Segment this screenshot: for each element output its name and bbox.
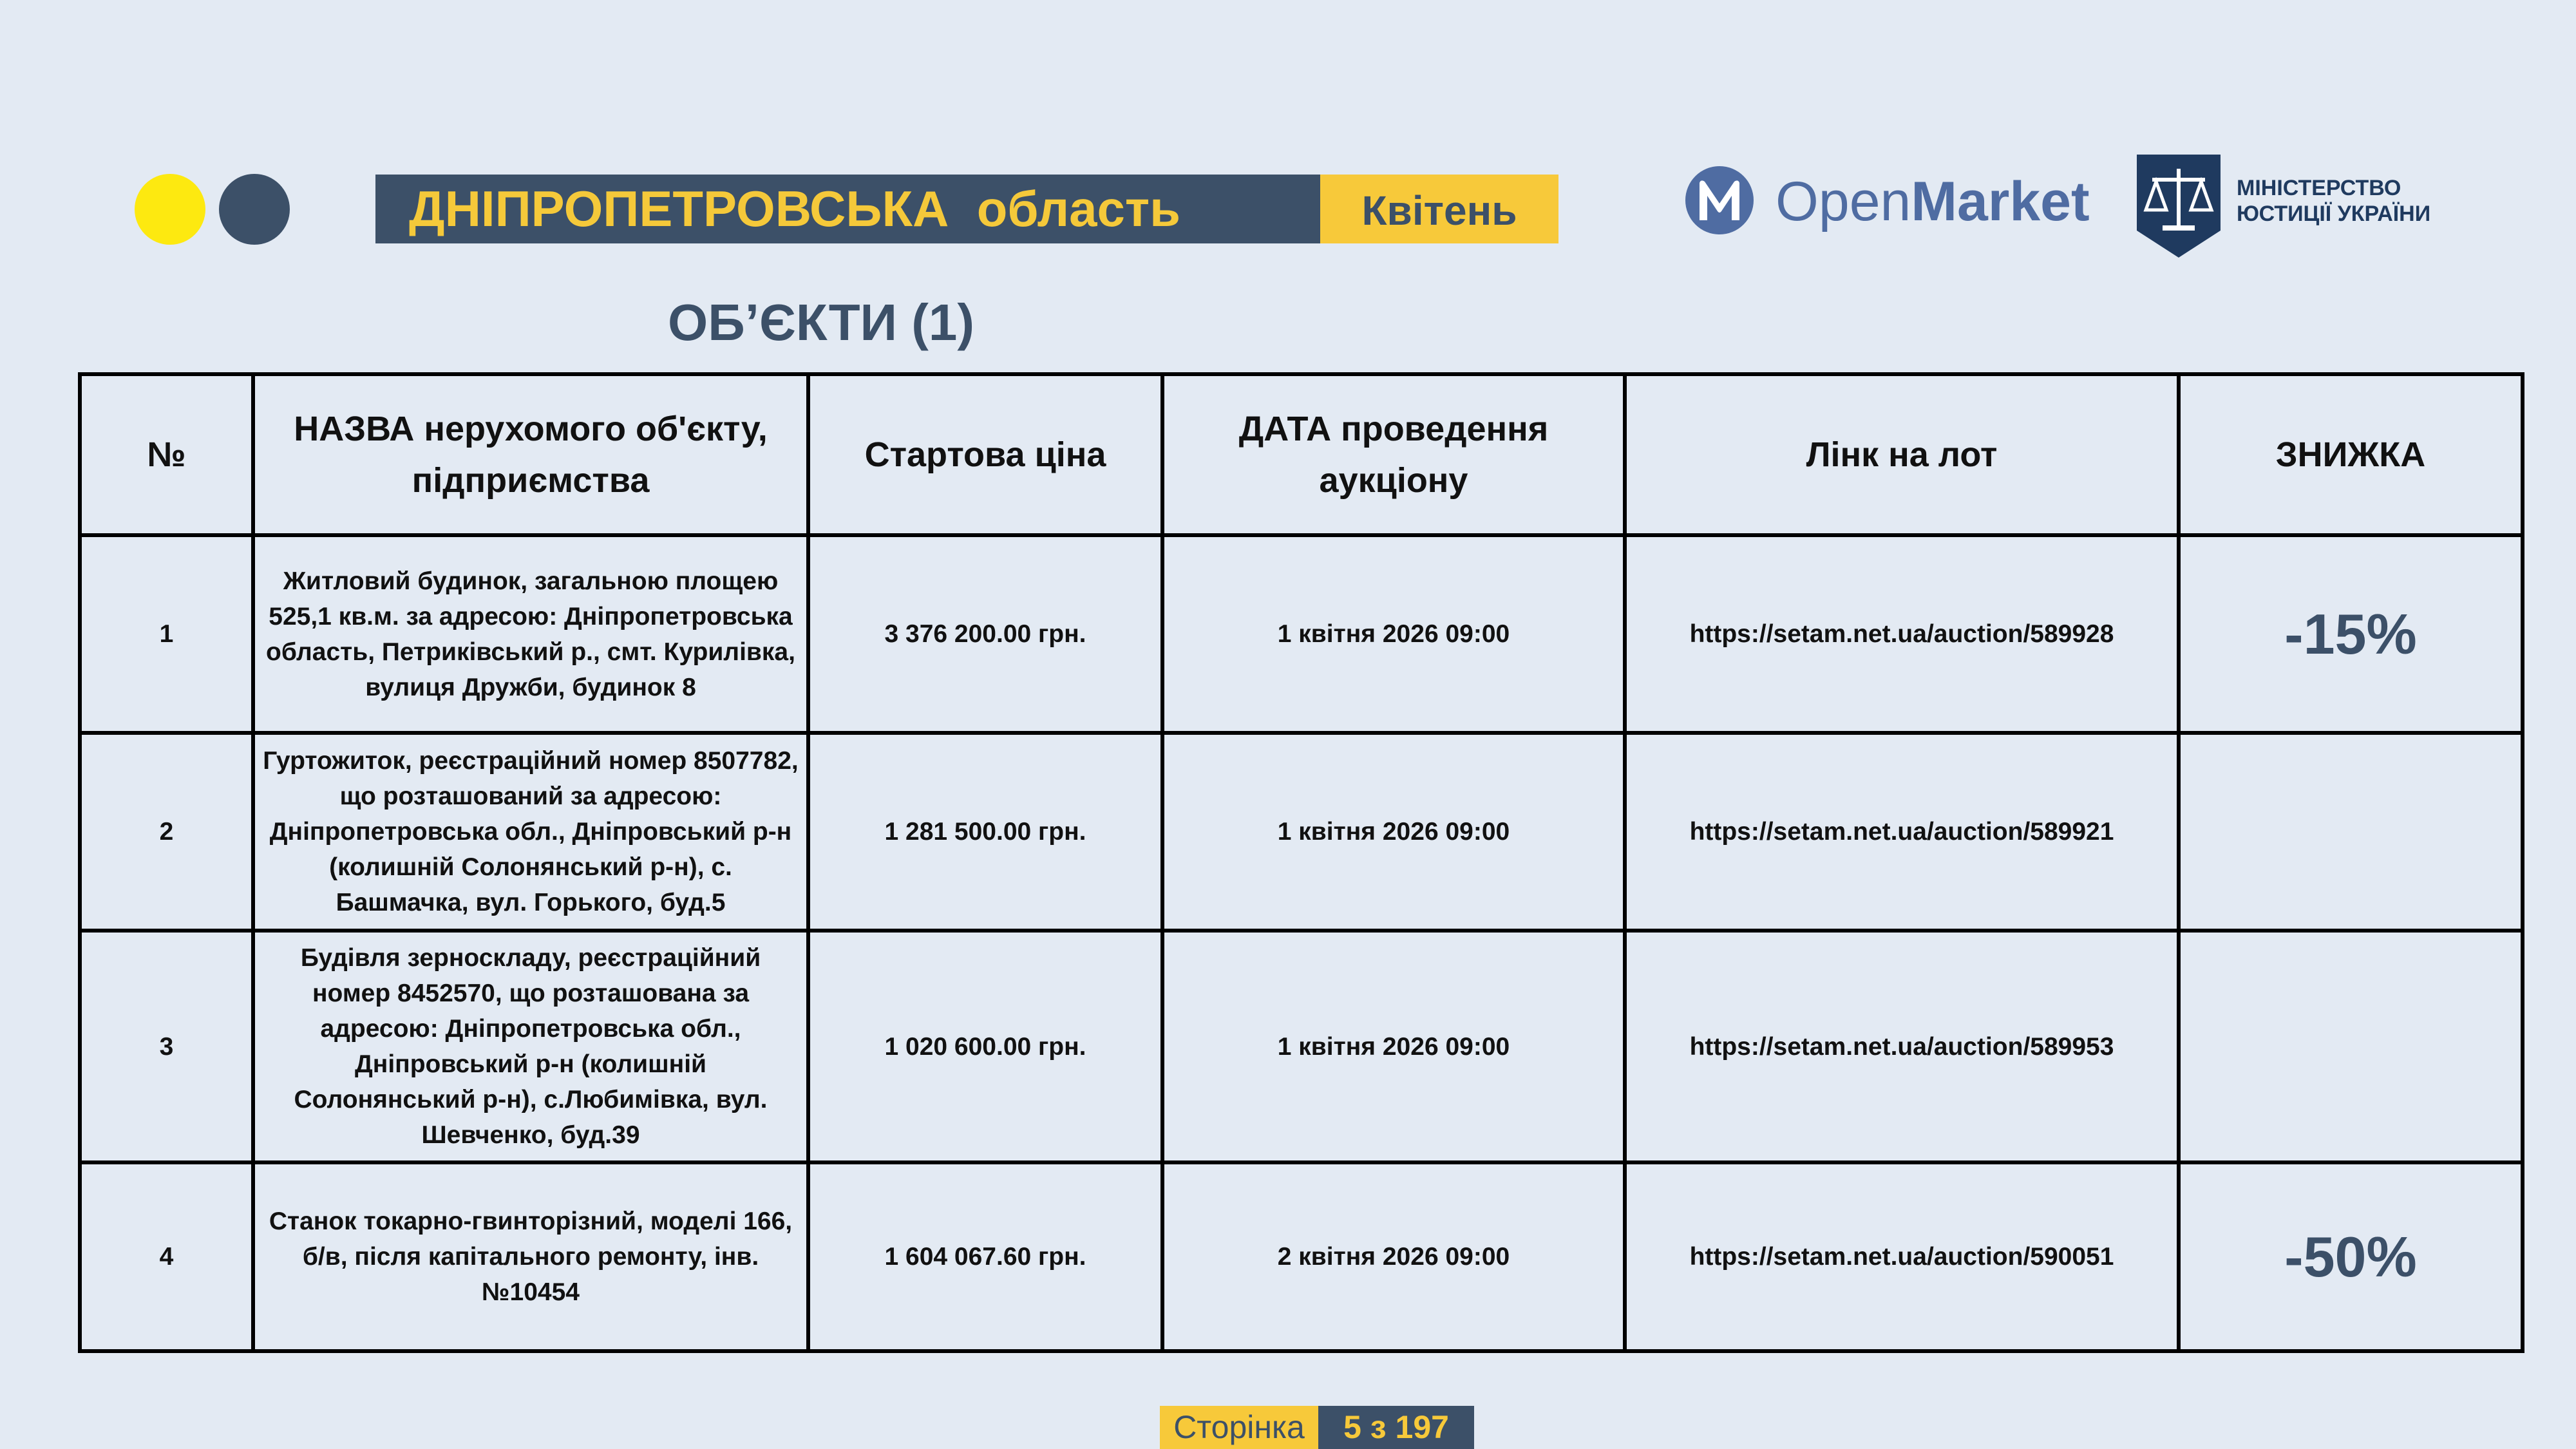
cell-name: Будівля зерноскладу, реєстраційний номер 8452570, що розташована за адресою: Дніпропетровська обл., Дніпровський р-н (колишній Солонянський р-н), с.Любимівка, вул. Шевченко, буд.39 xyxy=(253,931,808,1162)
openmarket-wordmark xyxy=(1776,166,2090,237)
cell-price: 1 604 067.60 грн. xyxy=(808,1162,1162,1351)
ministry-name-line2: ЮСТИЦІЇ УКРАЇНИ xyxy=(2237,202,2431,226)
table-row xyxy=(80,733,2523,931)
cell-price: 1 020 600.00 грн. xyxy=(808,931,1162,1162)
table-row xyxy=(80,931,2523,1162)
cell-num: 2 xyxy=(80,733,253,931)
table-header-row xyxy=(80,374,2523,535)
cell-discount: -50% xyxy=(2179,1162,2523,1351)
cell-name: Житловий будинок, загальною площею 525,1 кв.м. за адресою: Дніпропетровська область, Петриківський р., смт. Курилівка, вулиця Дружби, будинок 8 xyxy=(253,535,808,733)
cell-link[interactable]: https://setam.net.ua/auction/590051 xyxy=(1625,1162,2179,1351)
openmarket-wordmark-bold: Market xyxy=(1911,171,2090,232)
cell-link[interactable]: https://setam.net.ua/auction/589921 xyxy=(1625,733,2179,931)
cell-date: 1 квітня 2026 09:00 xyxy=(1162,931,1625,1162)
header-discount: ЗНИЖКА xyxy=(2179,374,2523,535)
ministry-name xyxy=(2237,175,2430,227)
page-indicator-label: Сторінка xyxy=(1160,1406,1318,1449)
cell-name: Станок токарно-гвинторізний, моделі 166, б/в, після капітального ремонту, інв. №10454 xyxy=(253,1162,808,1351)
region-title: ДНІПРОПЕТРОВСЬКА область xyxy=(375,175,1320,243)
header-num: № xyxy=(80,374,253,535)
openmarket-m-icon xyxy=(1685,166,1754,234)
cell-name: Гуртожиток, реєстраційний номер 8507782, що розташований за адресою: Дніпропетровська обл., Дніпровський р-н (колишній Солонянський р-н), с. Башмачка, вул. Горького, буд.5 xyxy=(253,733,808,931)
page-indicator-value: 5 з 197 xyxy=(1318,1406,1474,1449)
header-name: НАЗВА нерухомого об'єкту, підприємства xyxy=(253,374,808,535)
lots-table xyxy=(78,372,2524,1353)
openmarket-logo xyxy=(1685,166,2098,237)
cell-discount xyxy=(2179,733,2523,931)
header-date: ДАТА проведення аукціону xyxy=(1162,374,1625,535)
header-price: Стартова ціна xyxy=(808,374,1162,535)
cell-discount: -15% xyxy=(2179,535,2523,733)
table-row xyxy=(80,1162,2523,1351)
cell-price: 1 281 500.00 грн. xyxy=(808,733,1162,931)
decor-dot-yellow xyxy=(135,174,205,245)
cell-date: 2 квітня 2026 09:00 xyxy=(1162,1162,1625,1351)
ministry-name-line1: МІНІСТЕРСТВО xyxy=(2237,176,2401,200)
openmarket-wordmark-light: Open xyxy=(1776,171,1911,232)
cell-link[interactable]: https://setam.net.ua/auction/589953 xyxy=(1625,931,2179,1162)
month-badge: Квітень xyxy=(1320,175,1558,243)
cell-date: 1 квітня 2026 09:00 xyxy=(1162,733,1625,931)
page-indicator xyxy=(1160,1406,1474,1449)
decor-dot-navy xyxy=(219,174,290,245)
section-title: ОБ’ЄКТИ (1) xyxy=(668,294,975,351)
cell-num: 1 xyxy=(80,535,253,733)
cell-price: 3 376 200.00 грн. xyxy=(808,535,1162,733)
table-row xyxy=(80,535,2523,733)
ministry-of-justice-logo xyxy=(2137,155,2446,258)
cell-num: 4 xyxy=(80,1162,253,1351)
cell-link[interactable]: https://setam.net.ua/auction/589928 xyxy=(1625,535,2179,733)
ministry-scales-shield-icon xyxy=(2137,155,2221,258)
cell-discount xyxy=(2179,931,2523,1162)
cell-date: 1 квітня 2026 09:00 xyxy=(1162,535,1625,733)
cell-num: 3 xyxy=(80,931,253,1162)
header-link: Лінк на лот xyxy=(1625,374,2179,535)
